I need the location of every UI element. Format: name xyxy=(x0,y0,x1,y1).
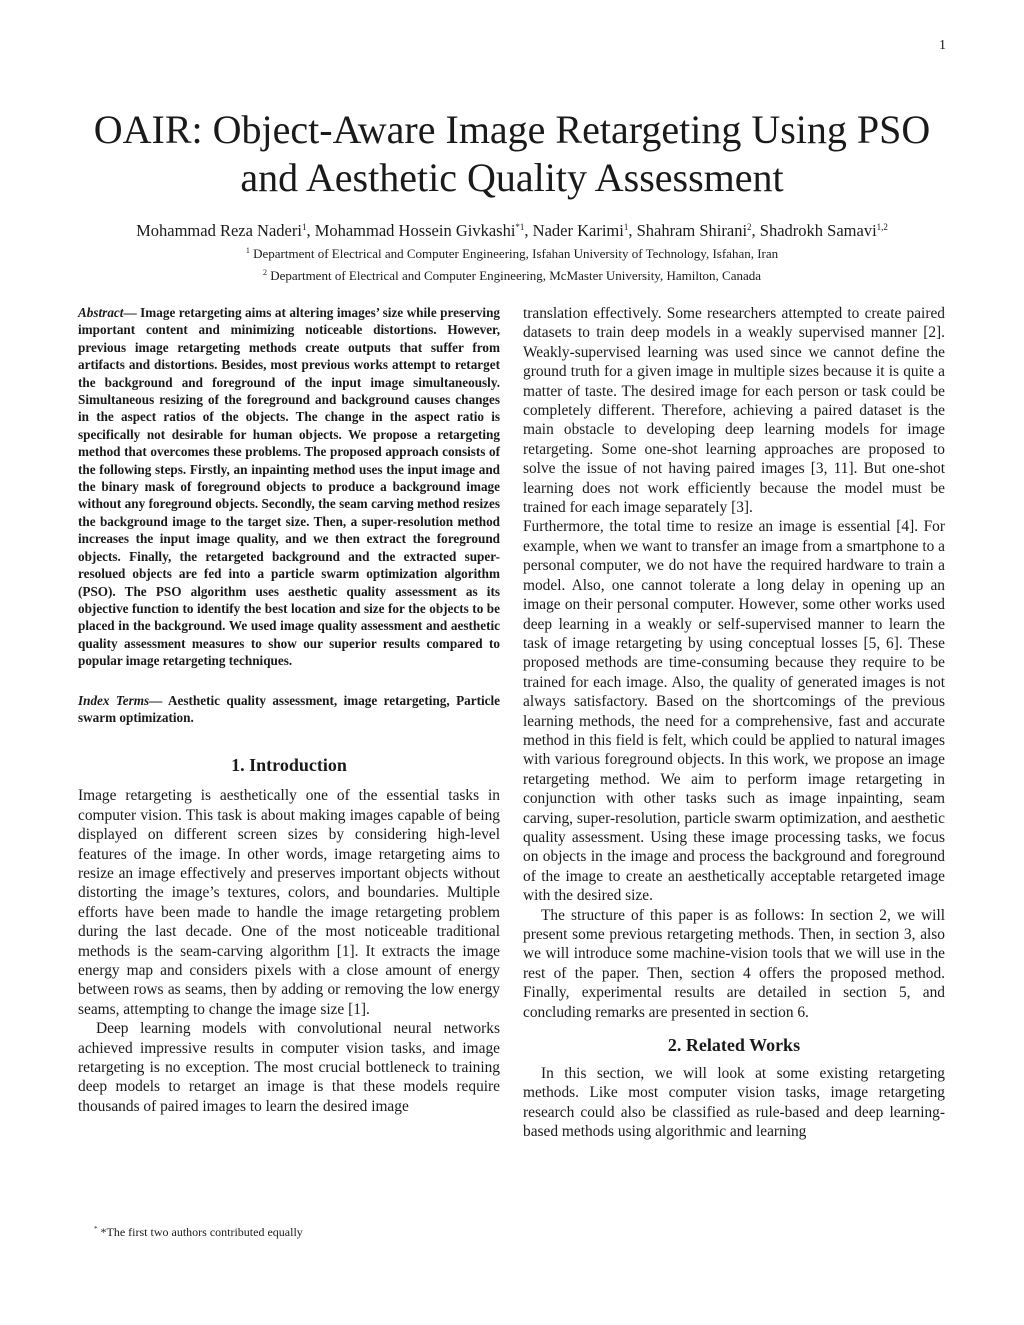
section-heading-introduction: 1. Introduction xyxy=(231,755,347,776)
related-works-paragraph-1: In this section, we will look at some existing retargeting methods. Like most computer vision tasks, image retargeting research could also be classified as rule-based and deep learning-based methods using algorithmic and learning xyxy=(523,1065,945,1141)
affiliation-1 xyxy=(40,242,984,263)
index-terms-dash: — xyxy=(149,692,168,708)
affiliation-2 xyxy=(40,264,984,285)
footnote xyxy=(94,1225,303,1240)
title-line-1: OAIR: Object-Aware Image Retargeting Using PSO xyxy=(93,107,931,152)
author-affiliation-mark: *1 xyxy=(515,222,525,232)
index-terms xyxy=(78,692,500,727)
abstract-dash: — xyxy=(123,305,141,320)
right-column xyxy=(523,304,945,1142)
author-affiliation-mark: 1 xyxy=(301,222,307,232)
section-heading-related-works: 2. Related Works xyxy=(667,1035,801,1056)
author-list: Mohammad Reza Naderi$^1$, Mohammad Hossein Givkashi$^{*1}$, Nader Karimi$^1$, Shahram Shirani$^2$, Shadrokh Samavi$^{1,2}$ xyxy=(136,221,888,240)
footnote-text: *The first two authors contributed equally xyxy=(100,1225,303,1239)
author-affiliation-mark: 2 xyxy=(747,222,752,232)
left-column xyxy=(78,304,500,1116)
affiliation-mark: 1 xyxy=(245,246,250,255)
affiliation-text: Department of Electrical and Computer Engineering, McMaster University, Hamilton, Canada xyxy=(270,268,762,283)
intro-paragraph-1: Image retargeting is aesthetically one of the essential tasks in computer vision. This task is about making images capable of being displayed on different screen sizes by considering high-level features of the image. In other words, image retargeting aims to resize an image effectively and preserves important objects without distorting the image’s textures, colors, and boundaries. Multiple efforts have been made to handle the image retargeting problem during the last decade. One of the most noticeable traditional methods is the seam-carving algorithm [1]. It extracts the image energy map and considers pixels with a close amount of energy between rows as seams, then by adding or removing the low energy seams, attempting to change the image size [1]. xyxy=(78,787,500,1018)
intro-paragraph-4: Furthermore, the total time to resize an image is essential [4]. For example, when we want to transfer an image from a smartphone to a personal computer, we do not have the required hardware to train a model. Also, one cannot tolerate a long delay in opening up an image on their personal computer. However, some other works used deep learning in a weakly or self-supervised manner to learn the task of image retargeting by using conceptual losses [5, 6]. These proposed methods are time-consuming because they require to be trained for each image. Also, the quality of generated images is not always satisfactory. Based on the shortcomings of the previous learning methods, the need for a comprehensive, fast and accurate method in this field is felt, which could be applied to natural images with various foreground objects. In this work, we propose an image retargeting method. We aim to perform image retargeting in conjunction with other tasks such as image inpainting, seam carving, super-resolution, particle swarm optimization, and aesthetic quality assessment. Using these image processing tasks, we focus on objects in the image and process the background and foreground of the image to create an aesthetically acceptable retargeted image with the desired size. xyxy=(523,518,945,905)
author-name: Shahram Shirani xyxy=(636,221,748,240)
footnote-mark: * xyxy=(94,1225,98,1233)
author-name: Mohammad Hossein Givkashi xyxy=(314,221,516,240)
author-name: Nader Karimi xyxy=(532,221,624,240)
title-line-2: and Aesthetic Quality Assessment xyxy=(240,155,784,200)
index-terms-label: Index Terms xyxy=(78,692,150,708)
paper-title xyxy=(60,106,964,202)
author-affiliation-mark: 1 xyxy=(623,222,629,232)
author-affiliation-mark: 1,2 xyxy=(876,222,888,232)
index-terms-text: Aesthetic quality assessment, image retargeting, Particle swarm optimization. xyxy=(78,692,500,725)
affiliation-text: Department of Electrical and Computer Engineering, Isfahan University of Technology, Isfahan, Iran xyxy=(253,246,779,261)
author-name: Shadrokh Samavi xyxy=(759,221,877,240)
intro-paragraph-2: Deep learning models with convolutional neural networks achieved impressive results in computer vision tasks, and image retargeting is no exception. The most crucial bottleneck to training deep models to retarget an image is that these models require thousands of paired images to learn the desired image xyxy=(78,1020,500,1115)
abstract xyxy=(78,304,500,670)
intro-paragraph-3: translation effectively. Some researchers attempted to create paired datasets to train deep models in a weakly supervised manner [2]. Weakly-supervised learning was used since we cannot define the ground truth for a given image in multiple sizes because it is quite a matter of taste. The desired image for each person or task could be completely different. Therefore, achieving a paired dataset is the main obstacle to developing deep learning models for image retargeting. Some one-shot learning approaches are proposed to solve the issue of not having paired images [3, 11]. But one-shot learning does not work efficiently because the model must be trained for each image separately [3]. xyxy=(523,305,945,517)
page-number: 1 xyxy=(939,38,946,53)
abstract-label: Abstract xyxy=(78,305,124,320)
author-name: Mohammad Reza Naderi xyxy=(136,221,302,240)
intro-paragraph-5: The structure of this paper is as follows: In section 2, we will present some previous retargeting methods. Then, in section 3, also we will introduce some machine-vision tools that we will use in the rest of the paper. Then, section 4 offers the proposed method. Finally, experimental results are detailed in section 5, and concluding remarks are presented in section 6. xyxy=(523,906,945,1021)
abstract-text: Image retargeting aims at altering images’ size while preserving important content and minimizing noticeable distortions. However, previous image retargeting methods create outputs that suffer from artifacts and distortions. Besides, most previous works attempt to retarget the background and foreground of the input image simultaneously. Simultaneous resizing of the foreground and background causes changes in the aspect ratios of the objects. The change in the aspect ratio is specifically not desirable for human objects. We propose a retargeting method that overcomes these problems. The proposed approach consists of the following steps. Firstly, an inpainting method uses the input image and the binary mask of foreground objects to produce a background image without any foreground objects. Secondly, the seam carving method resizes the background image to the target size. Then, a super-resolution method increases the input image quality, and we then extract the foreground objects. Finally, the retargeted background and the extracted super-resolued objects are fed into a particle swarm optimization algorithm (PSO). The PSO algorithm uses aesthetic quality assessment as its objective function to identify the best location and size for the objects to be placed in the background. We used image quality assessment and aesthetic quality assessment measures to show our superior results compared to popular image retargeting techniques. xyxy=(78,305,501,669)
affiliation-mark: 2 xyxy=(262,268,267,277)
